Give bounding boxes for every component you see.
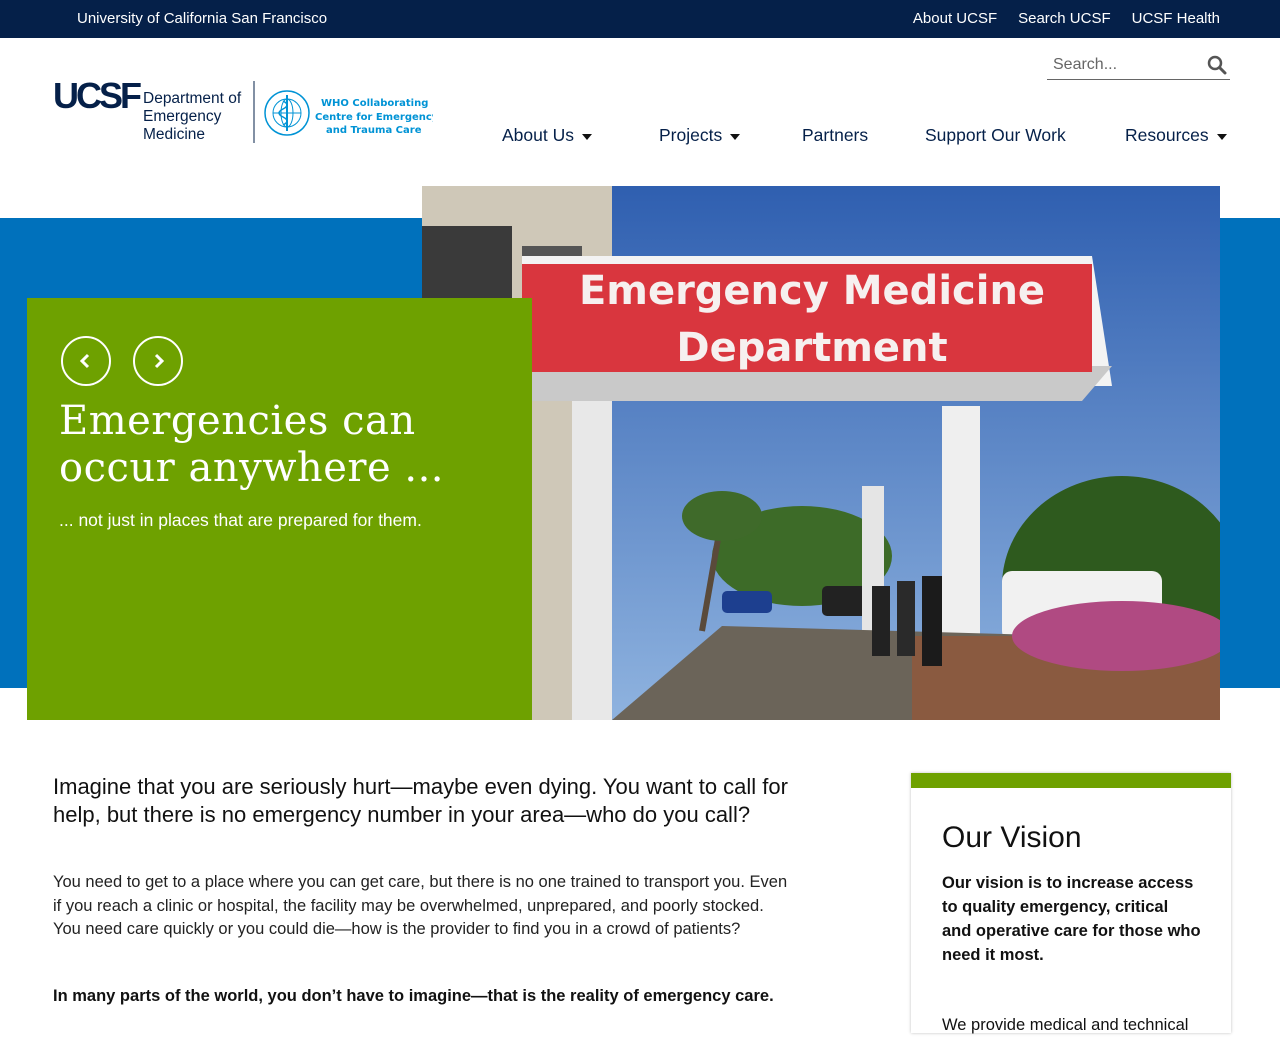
nav-about-us[interactable]: [502, 125, 592, 146]
who-line-2: Centre for Emergency: [315, 112, 433, 123]
chevron-left-icon: [78, 353, 94, 369]
caret-down-icon: [582, 134, 592, 140]
ucsf-wordmark: UCSF: [53, 80, 139, 116]
nav-about-us-label: About Us: [502, 125, 574, 145]
sign-line-1: Emergency Medicine: [578, 268, 1046, 314]
chevron-right-icon: [150, 353, 166, 369]
vision-heading: Our Vision: [942, 821, 1082, 854]
nav-resources[interactable]: [1125, 125, 1227, 146]
vision-accent-bar: [911, 773, 1231, 788]
nav-projects[interactable]: [659, 125, 740, 146]
search-input[interactable]: [1047, 52, 1209, 78]
sign-line-2: Department: [676, 325, 948, 371]
hero-photo: [422, 186, 1220, 720]
ucsf-health-link[interactable]: UCSF Health: [1131, 10, 1220, 27]
caret-down-icon: [730, 134, 740, 140]
university-link[interactable]: University of California San Francisco: [77, 10, 328, 27]
caret-down-icon: [1217, 134, 1227, 140]
nav-resources-label: Resources: [1125, 125, 1209, 145]
nav-projects-label: Projects: [659, 125, 723, 145]
who-line-3: and Trauma Care: [326, 125, 422, 136]
search-icon[interactable]: [1207, 55, 1227, 75]
about-ucsf-link[interactable]: About UCSF: [912, 10, 998, 27]
hero-title: Emergencies can occur anywhere ...: [59, 398, 445, 491]
site-search: [1047, 52, 1230, 80]
utility-bar: [0, 0, 1280, 38]
vision-statement: Our vision is to increase access to quality emergency, critical and operative care for those who need it most.: [942, 874, 1201, 964]
utility-links: [913, 10, 1220, 27]
intro-paragraph: You need to get to a place where you can get care, but there is no one trained to transport you. Even if you reach a clinic or hospital, the facility may be overwhelmed, unprepared, and poorly stocked. You need care quickly or you could die—how is the provider to find you in a crowd of patients?: [53, 873, 788, 938]
dept-line-1: Department of: [143, 90, 242, 107]
who-line-1: WHO Collaborating: [321, 98, 429, 109]
nav-partners-label: Partners: [802, 125, 869, 145]
previous-slide-button[interactable]: [61, 336, 111, 386]
vision-card: [911, 773, 1231, 1033]
hero-subtitle: ... not just in places that are prepared for them.: [59, 510, 422, 530]
who-emblem-icon: [265, 91, 309, 135]
nav-partners[interactable]: [802, 125, 868, 146]
intro-bold-paragraph: In many parts of the world, you don’t have to imagine—that is the reality of emergency care.: [53, 987, 774, 1005]
dept-line-2: Emergency: [143, 108, 222, 125]
hero-slide-card: [27, 298, 532, 720]
dept-line-3: Medicine: [143, 126, 206, 143]
nav-support-label: Support Our Work: [925, 125, 1066, 145]
nav-support-our-work[interactable]: [925, 125, 1066, 146]
site-logo[interactable]: [53, 80, 433, 144]
intro-lead: Imagine that you are seriously hurt—maybe even dying. You want to call for help, but there is no emergency number in your area—who do you call?: [53, 774, 788, 827]
search-ucsf-link[interactable]: Search UCSF: [1018, 10, 1111, 27]
next-slide-button[interactable]: [133, 336, 183, 386]
vision-body-text: We provide medical and technical: [942, 1016, 1189, 1034]
